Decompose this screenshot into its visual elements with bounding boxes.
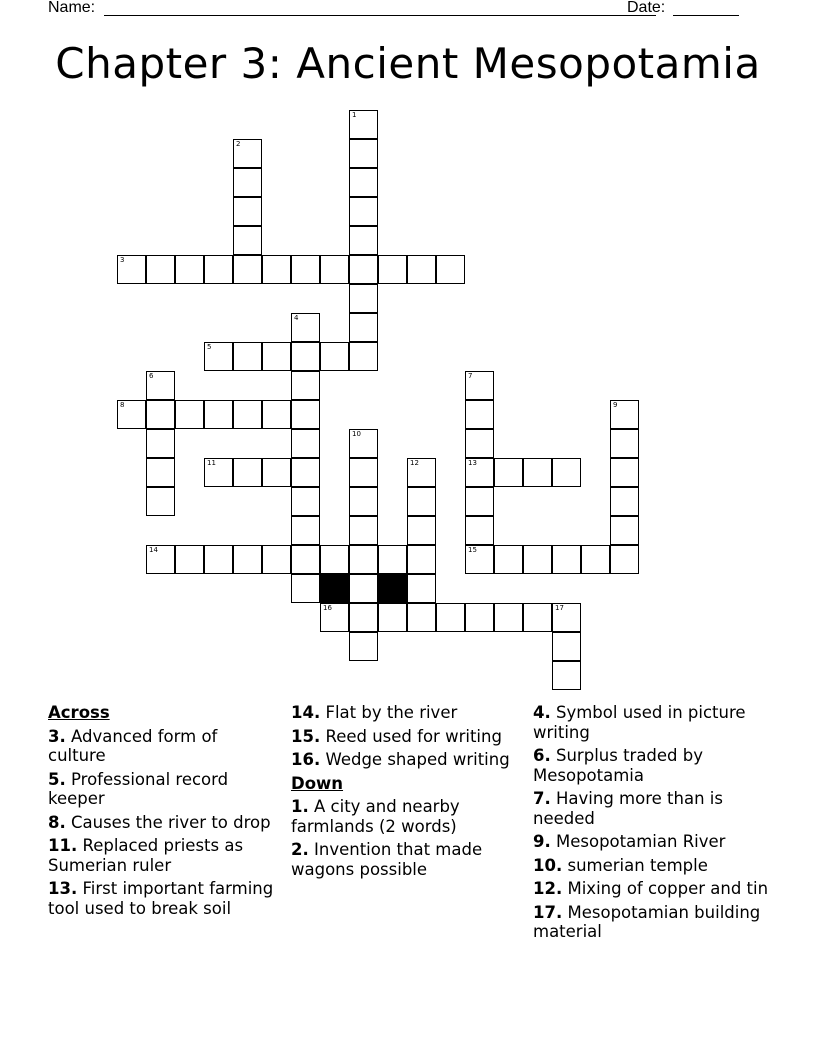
grid-cell[interactable] bbox=[407, 487, 436, 516]
clue-number: 1. bbox=[291, 797, 309, 816]
grid-cell[interactable] bbox=[523, 458, 552, 487]
clue-number: 6. bbox=[533, 746, 551, 765]
grid-cell[interactable] bbox=[204, 400, 233, 429]
clue-number: 12. bbox=[533, 879, 563, 898]
grid-cell[interactable] bbox=[291, 371, 320, 400]
grid-cell[interactable] bbox=[407, 458, 436, 487]
clue-item bbox=[533, 703, 773, 742]
grid-cell[interactable] bbox=[349, 458, 378, 487]
across-heading: Across bbox=[48, 703, 110, 722]
grid-cell[interactable] bbox=[349, 603, 378, 632]
grid-cell[interactable] bbox=[291, 545, 320, 574]
grid-cell[interactable] bbox=[465, 371, 494, 400]
grid-cell[interactable] bbox=[233, 545, 262, 574]
clue-item bbox=[291, 727, 523, 747]
clue-column-2 bbox=[291, 703, 523, 883]
grid-cell[interactable] bbox=[204, 255, 233, 284]
grid-cell[interactable] bbox=[494, 545, 523, 574]
grid-cell[interactable] bbox=[610, 516, 639, 545]
grid-cell[interactable] bbox=[378, 255, 407, 284]
grid-cell[interactable] bbox=[291, 458, 320, 487]
clue-number: 10. bbox=[533, 855, 563, 875]
grid-cell[interactable] bbox=[320, 255, 349, 284]
grid-cell[interactable] bbox=[407, 516, 436, 545]
black-cell bbox=[320, 574, 349, 603]
cell-number: 11 bbox=[207, 459, 216, 467]
grid-cell[interactable] bbox=[117, 400, 146, 429]
grid-cell[interactable] bbox=[291, 342, 320, 371]
grid-cell[interactable] bbox=[465, 458, 494, 487]
grid-cell[interactable] bbox=[204, 458, 233, 487]
grid-cell[interactable] bbox=[378, 545, 407, 574]
grid-cell[interactable] bbox=[610, 487, 639, 516]
grid-cell[interactable] bbox=[262, 458, 291, 487]
clue-number: 3. bbox=[48, 726, 66, 746]
page-title: Chapter 3: Ancient Mesopotamia bbox=[55, 39, 761, 88]
cell-number: 10 bbox=[352, 430, 361, 438]
grid-cell[interactable] bbox=[349, 197, 378, 226]
grid-cell[interactable] bbox=[494, 458, 523, 487]
clue-item bbox=[48, 727, 280, 766]
clue-text: Causes the river to drop bbox=[71, 812, 271, 832]
grid-cell[interactable] bbox=[349, 226, 378, 255]
grid-cell[interactable] bbox=[407, 574, 436, 603]
grid-cell[interactable] bbox=[233, 458, 262, 487]
cell-number: 9 bbox=[613, 401, 618, 409]
grid-cell[interactable] bbox=[291, 313, 320, 342]
clue-number: 11. bbox=[48, 836, 78, 855]
grid-cell[interactable] bbox=[233, 255, 262, 284]
grid-cell[interactable] bbox=[146, 458, 175, 487]
grid-cell[interactable] bbox=[262, 255, 291, 284]
grid-cell[interactable] bbox=[494, 603, 523, 632]
grid-cell[interactable] bbox=[233, 139, 262, 168]
clue-number: 17. bbox=[533, 902, 563, 922]
clue-item bbox=[48, 813, 280, 833]
grid-cell[interactable] bbox=[233, 400, 262, 429]
clue-text: Invention that made wagons possible bbox=[291, 840, 483, 879]
grid-cell[interactable] bbox=[320, 545, 349, 574]
grid-cell[interactable] bbox=[465, 487, 494, 516]
date-label: Date: bbox=[627, 0, 666, 16]
clue-text: Having more than is needed bbox=[533, 789, 723, 828]
grid-cell[interactable] bbox=[552, 632, 581, 661]
grid-cell[interactable] bbox=[349, 139, 378, 168]
cell-number: 16 bbox=[323, 604, 332, 612]
grid-cell[interactable] bbox=[465, 603, 494, 632]
grid-cell[interactable] bbox=[291, 400, 320, 429]
grid-cell[interactable] bbox=[436, 603, 465, 632]
clue-text: Advanced form of culture bbox=[48, 726, 218, 765]
grid-cell[interactable] bbox=[610, 458, 639, 487]
clue-text: Symbol used in picture writing bbox=[533, 703, 746, 742]
grid-cell[interactable] bbox=[349, 110, 378, 139]
clue-text: Mesopotamian River bbox=[556, 832, 726, 851]
grid-cell[interactable] bbox=[552, 603, 581, 632]
name-label: Name: bbox=[48, 0, 96, 16]
cell-number: 7 bbox=[468, 372, 473, 380]
clue-text: Wedge shaped writing bbox=[325, 750, 510, 769]
clue-item bbox=[291, 840, 523, 879]
clue-text: Mixing of copper and tin bbox=[567, 879, 769, 898]
grid-cell[interactable] bbox=[233, 342, 262, 371]
clue-item bbox=[48, 770, 280, 809]
grid-cell[interactable] bbox=[349, 545, 378, 574]
grid-cell[interactable] bbox=[262, 545, 291, 574]
grid-cell[interactable] bbox=[146, 255, 175, 284]
clue-text: sumerian temple bbox=[567, 855, 708, 875]
grid-cell[interactable] bbox=[523, 545, 552, 574]
clue-text: Surplus traded by Mesopotamia bbox=[533, 746, 704, 785]
clue-number: 14. bbox=[291, 703, 321, 722]
clue-text: Mesopotamian building material bbox=[533, 902, 761, 941]
grid-cell[interactable] bbox=[233, 197, 262, 226]
grid-cell[interactable] bbox=[523, 603, 552, 632]
clue-item bbox=[48, 879, 280, 918]
grid-cell[interactable] bbox=[349, 429, 378, 458]
grid-cell[interactable] bbox=[349, 342, 378, 371]
cell-number: 17 bbox=[555, 604, 564, 612]
cell-number: 12 bbox=[410, 459, 419, 467]
cell-number: 3 bbox=[120, 256, 125, 264]
grid-cell[interactable] bbox=[175, 545, 204, 574]
grid-cell[interactable] bbox=[291, 255, 320, 284]
grid-cell[interactable] bbox=[146, 371, 175, 400]
grid-cell[interactable] bbox=[117, 255, 146, 284]
clue-number: 8. bbox=[48, 812, 66, 832]
grid-cell[interactable] bbox=[610, 429, 639, 458]
grid-cell[interactable] bbox=[262, 342, 291, 371]
clue-text: Replaced priests as Sumerian ruler bbox=[48, 836, 244, 875]
cell-number: 5 bbox=[207, 343, 212, 351]
clue-number: 7. bbox=[533, 789, 551, 808]
cell-number: 6 bbox=[149, 372, 154, 380]
down-heading: Down bbox=[291, 773, 344, 793]
grid-cell[interactable] bbox=[465, 545, 494, 574]
grid-cell[interactable] bbox=[146, 429, 175, 458]
grid-cell[interactable] bbox=[175, 400, 204, 429]
grid-cell[interactable] bbox=[436, 255, 465, 284]
grid-cell[interactable] bbox=[552, 458, 581, 487]
grid-cell[interactable] bbox=[552, 545, 581, 574]
black-cell bbox=[378, 574, 407, 603]
clue-text: Professional record keeper bbox=[48, 769, 229, 808]
grid-cell[interactable] bbox=[291, 487, 320, 516]
grid-cell[interactable] bbox=[407, 603, 436, 632]
clue-text: First important farming tool used to break soil bbox=[48, 879, 274, 918]
grid-cell[interactable] bbox=[465, 429, 494, 458]
clue-item bbox=[533, 903, 773, 942]
grid-cell[interactable] bbox=[552, 661, 581, 690]
cell-number: 2 bbox=[236, 140, 241, 148]
clue-column-1 bbox=[48, 703, 280, 922]
grid-cell[interactable] bbox=[349, 255, 378, 284]
grid-cell[interactable] bbox=[349, 313, 378, 342]
grid-cell[interactable] bbox=[204, 545, 233, 574]
clue-item bbox=[533, 879, 773, 899]
cell-number: 1 bbox=[352, 111, 357, 119]
grid-cell[interactable] bbox=[320, 342, 349, 371]
cell-number: 13 bbox=[468, 459, 477, 467]
clue-number: 15. bbox=[291, 726, 321, 746]
clue-item bbox=[291, 750, 523, 770]
grid-cell[interactable] bbox=[465, 516, 494, 545]
clue-column-3 bbox=[533, 703, 773, 946]
clue-text: Flat by the river bbox=[325, 703, 458, 722]
grid-cell[interactable] bbox=[233, 226, 262, 255]
clue-text: A city and nearby farmlands (2 words) bbox=[291, 797, 460, 836]
grid-cell[interactable] bbox=[262, 400, 291, 429]
cell-number: 14 bbox=[149, 546, 158, 554]
clue-item bbox=[291, 703, 523, 723]
grid-cell[interactable] bbox=[349, 574, 378, 603]
grid-cell[interactable] bbox=[204, 342, 233, 371]
grid-cell[interactable] bbox=[233, 168, 262, 197]
clue-number: 4. bbox=[533, 703, 551, 722]
clue-number: 5. bbox=[48, 769, 66, 789]
grid-cell[interactable] bbox=[610, 545, 639, 574]
clue-item bbox=[533, 746, 773, 785]
grid-cell[interactable] bbox=[349, 516, 378, 545]
grid-cell[interactable] bbox=[320, 603, 349, 632]
grid-cell[interactable] bbox=[378, 603, 407, 632]
grid-cell[interactable] bbox=[146, 400, 175, 429]
grid-cell[interactable] bbox=[349, 487, 378, 516]
clue-number: 16. bbox=[291, 750, 321, 769]
grid-cell[interactable] bbox=[349, 168, 378, 197]
clue-number: 2. bbox=[291, 840, 309, 859]
clue-item bbox=[291, 797, 523, 836]
grid-cell[interactable] bbox=[407, 255, 436, 284]
cell-number: 15 bbox=[468, 546, 477, 554]
grid-cell[interactable] bbox=[291, 574, 320, 603]
clue-number: 9. bbox=[533, 832, 551, 851]
cell-number: 4 bbox=[294, 314, 299, 322]
clue-item bbox=[533, 789, 773, 828]
clue-number: 13. bbox=[48, 879, 78, 898]
grid-cell[interactable] bbox=[581, 545, 610, 574]
grid-cell[interactable] bbox=[349, 284, 378, 313]
grid-cell[interactable] bbox=[146, 545, 175, 574]
grid-cell[interactable] bbox=[407, 545, 436, 574]
grid-cell[interactable] bbox=[291, 429, 320, 458]
grid-cell[interactable] bbox=[349, 632, 378, 661]
grid-cell[interactable] bbox=[610, 400, 639, 429]
clue-item bbox=[48, 836, 280, 875]
grid-cell[interactable] bbox=[146, 487, 175, 516]
clue-item bbox=[533, 856, 773, 876]
grid-cell[interactable] bbox=[465, 400, 494, 429]
clue-text: Reed used for writing bbox=[325, 726, 502, 746]
grid-cell[interactable] bbox=[175, 255, 204, 284]
cell-number: 8 bbox=[120, 401, 125, 409]
clue-item bbox=[533, 832, 773, 852]
grid-cell[interactable] bbox=[291, 516, 320, 545]
